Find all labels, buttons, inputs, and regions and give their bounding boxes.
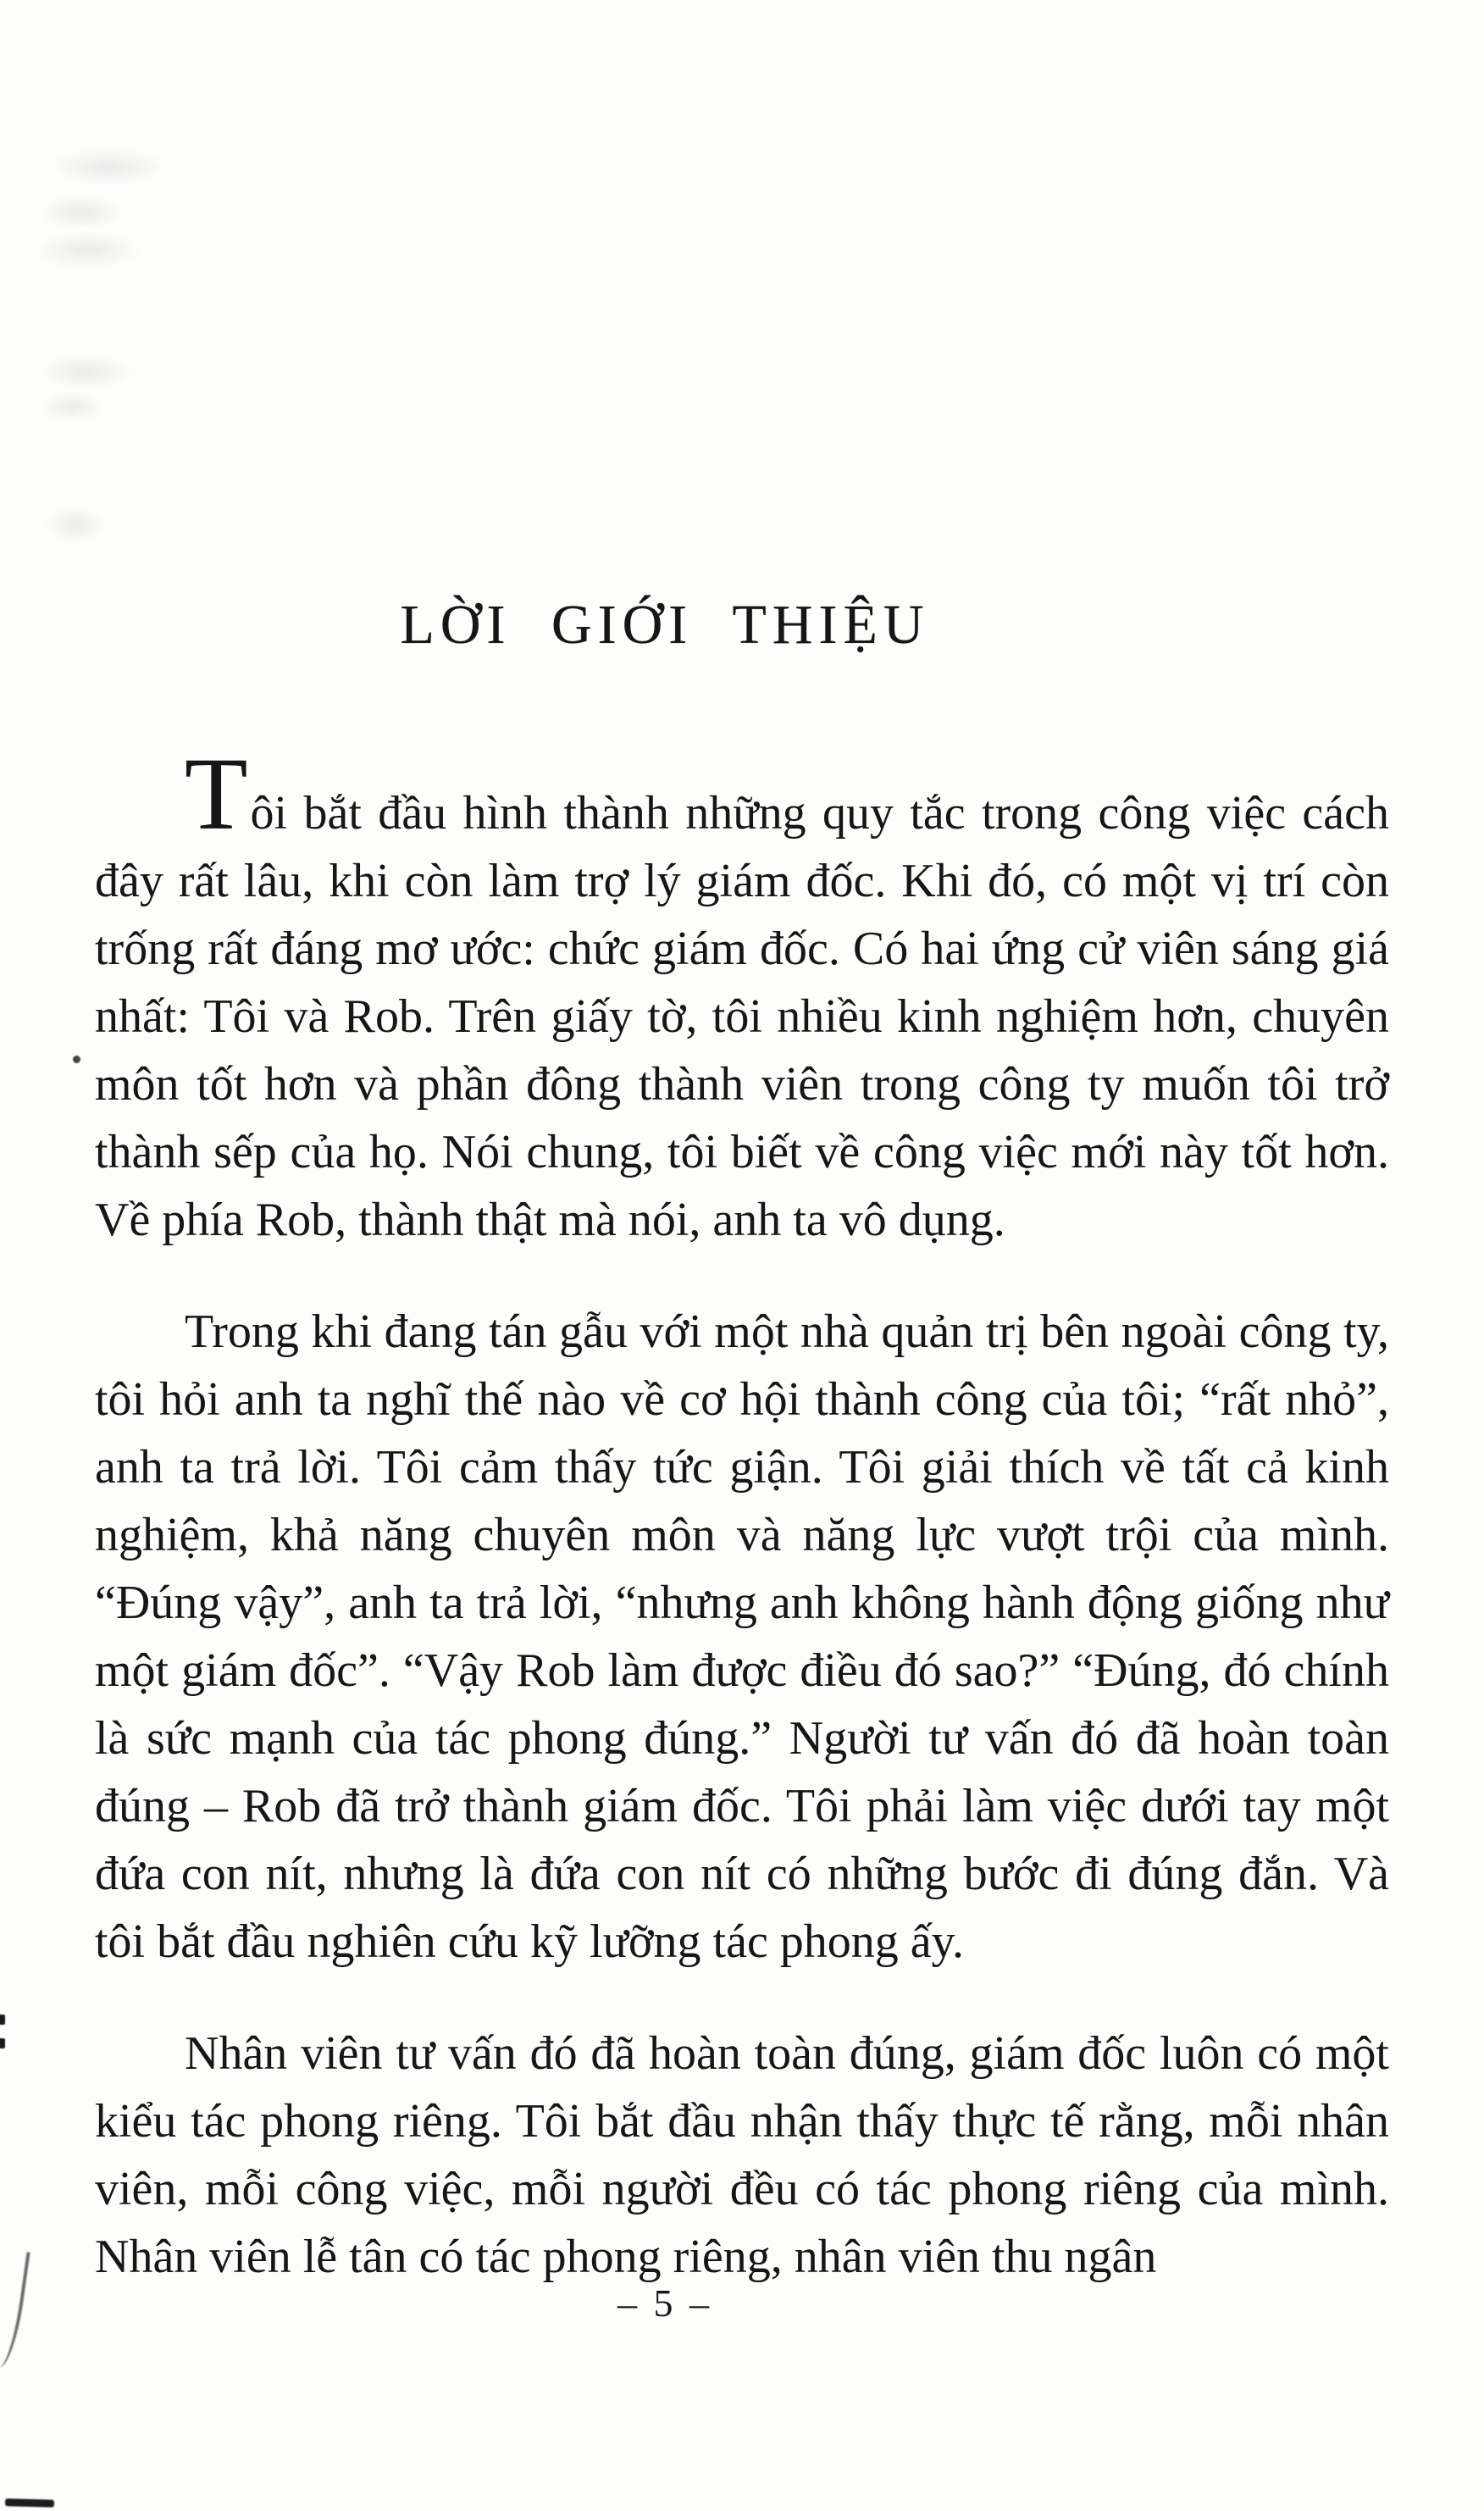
corner-dash-artifact: [5, 2498, 54, 2508]
bleedthrough-smudge: [49, 149, 168, 185]
paragraph-3: Nhân viên tư vấn đó đã hoàn toàn đúng, giám đốc luôn có một kiểu tác phong riêng. Tôi bắt đầu nhận thấy thực tế rằng, mỗi nhân viên, mỗi công việc, mỗi người đều có tác phong riêng của mình. Nhân viên lễ tân có tác phong riêng, nhân viên thu ngân: [95, 2027, 1389, 2283]
paragraph-2: Trong khi đang tán gẫu với một nhà quản trị bên ngoài công ty, tôi hỏi anh ta nghĩ thế nào về cơ hội thành công của tôi; “rất nhỏ”, anh ta trả lời. Tôi cảm thấy tức giận. Tôi giải thích về tất cả kinh nghiệm, khả năng chuyên môn và năng lực vượt trội của mình. “Đúng vậy”, anh ta trả lời, “nhưng anh không hành động giống như một giám đốc”. “Vậy Rob làm được điều đó sao?” “Đúng, đó chính là sức mạnh của tác phong đúng.” Người tư vấn đó đã hoàn toàn đúng – Rob đã trở thành giám đốc. Tôi phải làm việc dưới tay một đứa con nít, nhưng là đứa con nít có những bước đi đúng đắn. Và tôi bắt đầu nghiên cứu kỹ lưỡng tác phong ấy.: [95, 1305, 1389, 1968]
chapter-title: LỜI GIỚI THIỆU: [400, 594, 930, 656]
edge-mark-artifact: [0, 2015, 5, 2025]
paragraph-1: [95, 737, 1389, 1254]
ink-dot-artifact: [73, 1056, 80, 1063]
bleedthrough-smudge: [46, 508, 105, 542]
bleedthrough-smudge: [37, 356, 136, 388]
bleedthrough-smudge: [37, 197, 125, 229]
bleedthrough-smudge: [41, 393, 105, 420]
drop-cap-initial: T: [185, 737, 251, 851]
body-text: [95, 737, 1389, 2291]
page-number: – 5 –: [617, 2281, 712, 2325]
bleedthrough-smudge: [34, 232, 141, 268]
paragraph-1-text: ôi bắt đầu hình thành những quy tắc trong công việc cách đây rất lâu, khi còn làm trợ lý giám đốc. Khi đó, có một vị trí còn trống rất đáng mơ ước: chức giám đốc. Có hai ứng cử viên sáng giá nhất: Tôi và Rob. Trên giấy tờ, tôi nhiều kinh nghiệm hơn, chuyên môn tốt hơn và phần đông thành viên trong công ty muốn tôi trở thành sếp của họ. Nói chung, tôi biết về công việc mới này tốt hơn. Về phía Rob, thành thật mà nói, anh ta vô dụng.: [95, 787, 1389, 1246]
